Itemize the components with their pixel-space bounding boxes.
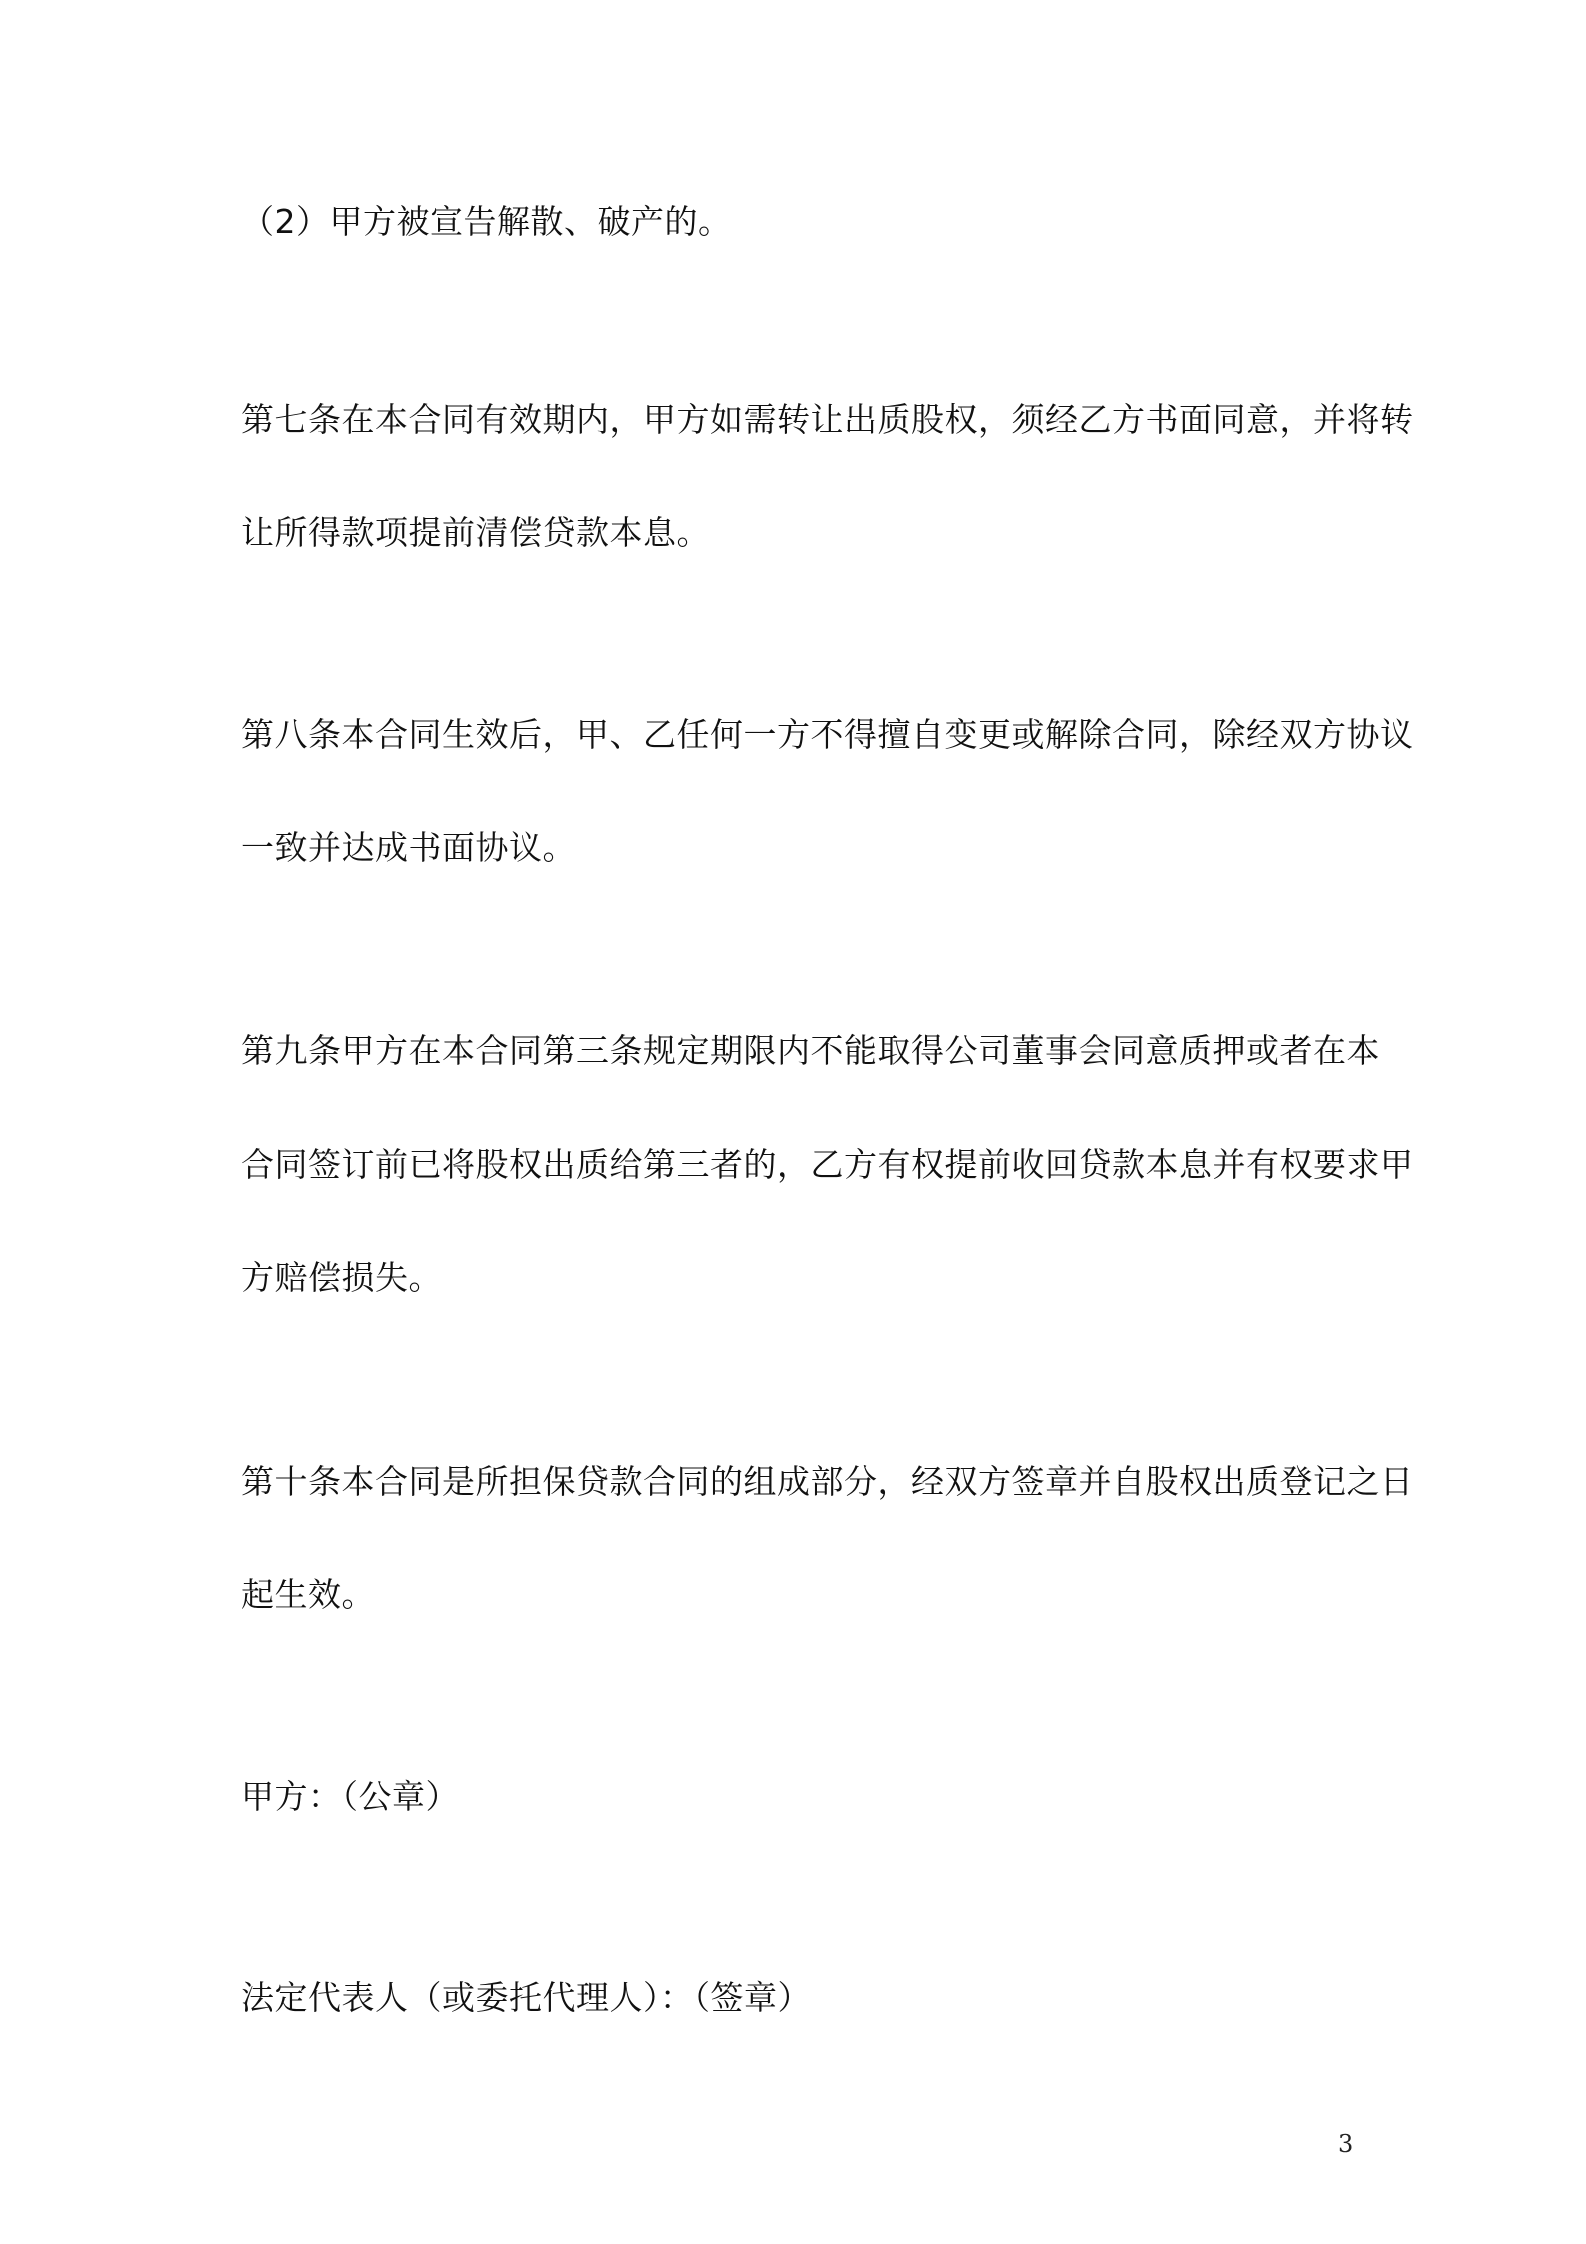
article-10-line-1: 第十条本合同是所担保贷款合同的组成部分，经双方签章并自股权出质登记之日 bbox=[241, 1462, 1414, 1501]
article-8-line-2: 一致并达成书面协议。 bbox=[241, 828, 576, 867]
article-7-line-1: 第七条在本合同有效期内，甲方如需转让出质股权，须经乙方书面同意，并将转 bbox=[241, 400, 1414, 439]
party-a-seal: 甲方：（公章） bbox=[241, 1777, 459, 1816]
article-9-line-1: 第九条甲方在本合同第三条规定期限内不能取得公司董事会同意质押或者在本 bbox=[241, 1031, 1380, 1070]
article-7-line-2: 让所得款项提前清偿贷款本息。 bbox=[241, 513, 710, 552]
article-9-line-3: 方赔偿损失。 bbox=[241, 1258, 442, 1297]
page-number: 3 bbox=[1338, 2130, 1354, 2158]
clause-6-item-2: （2）甲方被宣告解散、破产的。 bbox=[241, 202, 732, 241]
legal-representative-signature: 法定代表人（或委托代理人）：（签章） bbox=[241, 1978, 811, 2017]
article-8-line-1: 第八条本合同生效后，甲、乙任何一方不得擅自变更或解除合同，除经双方协议 bbox=[241, 715, 1414, 754]
article-10-line-2: 起生效。 bbox=[241, 1575, 375, 1614]
article-9-line-2: 合同签订前已将股权出质给第三者的，乙方有权提前收回贷款本息并有权要求甲 bbox=[241, 1145, 1414, 1184]
